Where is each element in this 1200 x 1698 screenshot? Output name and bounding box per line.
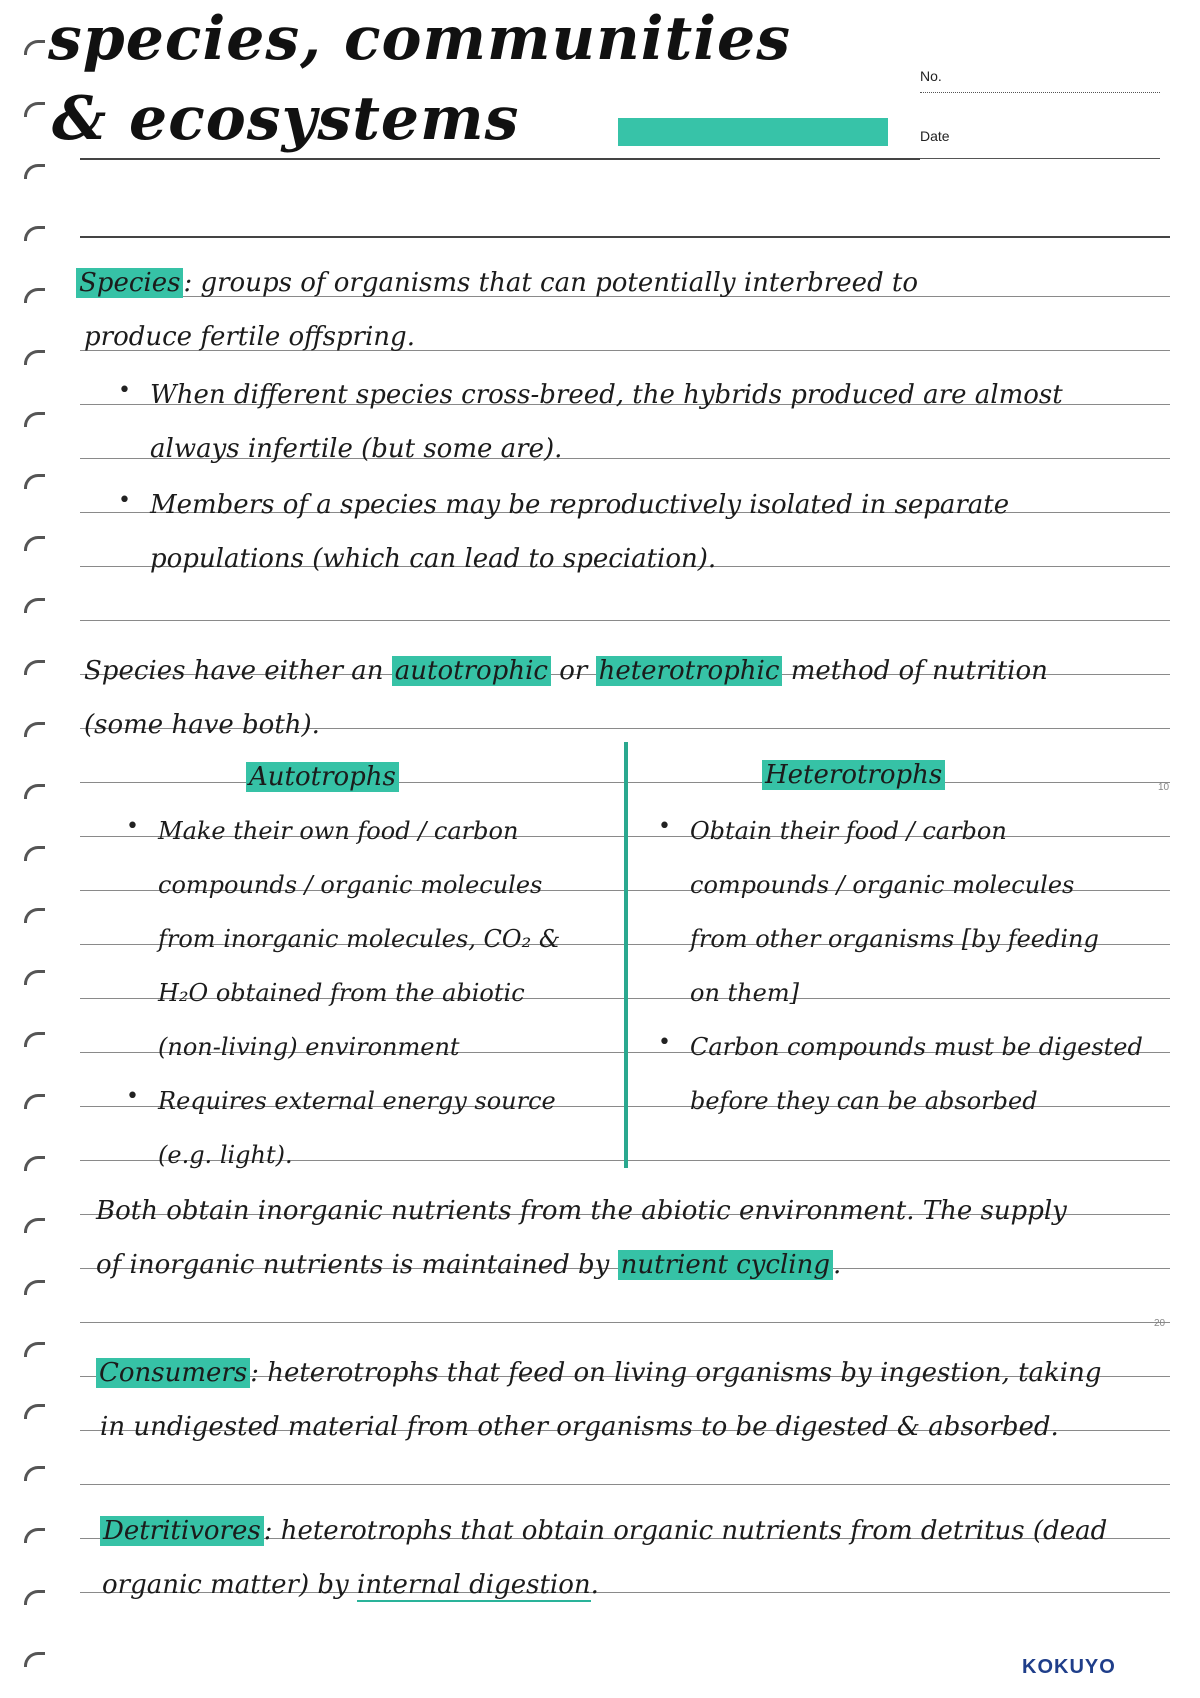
consumers-line-2: in undigested material from other organisms to be digested & absorbed. [100, 1412, 1059, 1442]
margin-number-20: 20 [1154, 1318, 1166, 1329]
binding-hole [24, 288, 45, 303]
title-line-2: & ecosystems [52, 84, 520, 154]
nutrition-line-2: (some have both). [84, 710, 320, 740]
species-def-1: : groups of organisms that can potentially interbreed to [183, 268, 919, 298]
nutrition-text-a: Species have either an [84, 656, 384, 686]
nutrient-cycling-term: nutrient cycling [618, 1250, 833, 1280]
species-paragraph [76, 268, 918, 298]
date-label: Date [920, 128, 950, 144]
species-bullet1-2: always infertile (but some are). [150, 434, 563, 464]
heterotrophs-heading [762, 760, 945, 790]
species-bullet1-1: When different species cross-breed, the hybrids produced are almost [150, 380, 1063, 410]
binding-hole [24, 598, 45, 613]
nutrition-line-1 [84, 656, 1048, 686]
title-line-1: species, communities [48, 4, 791, 74]
header-rule [80, 158, 920, 160]
binding-hole [24, 1466, 45, 1481]
binding-hole [24, 536, 45, 551]
heterotrophs-heading-text: Heterotrophs [762, 760, 945, 790]
species-term: Species [76, 268, 183, 298]
binding-hole [24, 102, 45, 117]
consumers-term: Consumers [96, 1358, 250, 1388]
consumers-line-1 [96, 1358, 1102, 1388]
sections-autotrophs-line: compounds / organic molecules [158, 871, 543, 899]
detritivores-text-a: organic matter) by [102, 1570, 349, 1600]
binding-hole [24, 226, 45, 241]
ruled-line [80, 620, 1170, 621]
column-divider [624, 742, 628, 1168]
sections-heterotrophs-line: Carbon compounds must be digested [690, 1033, 1143, 1061]
binding-hole [24, 40, 45, 55]
sections-heterotrophs-line: Obtain their food / carbon [690, 817, 1007, 845]
nutrition-text-c: method of nutrition [790, 656, 1048, 686]
ruled-line [80, 236, 1170, 238]
date-line [920, 158, 1160, 159]
binding-hole [24, 1342, 45, 1357]
binding-hole [24, 1280, 45, 1295]
no-label: No. [920, 68, 942, 84]
both-line-2 [96, 1250, 841, 1280]
detritivores-line-1 [100, 1516, 1107, 1546]
autotrophs-heading [246, 762, 399, 792]
both-line-1: Both obtain inorganic nutrients from the abiotic environment. The supply [96, 1196, 1067, 1226]
bullet-dot: • [658, 1030, 671, 1055]
sections-autotrophs-line: (non-living) environment [158, 1033, 460, 1061]
nutrition-text-b: or [559, 656, 588, 686]
binding-hole [24, 1404, 45, 1419]
binding-holes [14, 40, 54, 1680]
binding-hole [24, 660, 45, 675]
sections-autotrophs-line: Requires external energy source [158, 1087, 556, 1115]
detritivores-text-b: . [590, 1570, 599, 1600]
binding-hole [24, 970, 45, 985]
bullet-dot: • [658, 814, 671, 839]
bullet-dot: • [126, 1084, 139, 1109]
binding-hole [24, 722, 45, 737]
binding-hole [24, 1590, 45, 1605]
both-text-b: . [833, 1250, 842, 1280]
title-highlight [618, 118, 888, 146]
sections-heterotrophs-line: before they can be absorbed [690, 1087, 1038, 1115]
binding-hole [24, 784, 45, 799]
binding-hole [24, 350, 45, 365]
binding-hole [24, 846, 45, 861]
internal-digestion-term: internal digestion [357, 1570, 591, 1600]
brand-logo: KOKUYO [1022, 1656, 1116, 1678]
species-bullet2-2: populations (which can lead to speciation). [150, 544, 717, 574]
detritivores-line-2 [102, 1570, 599, 1600]
binding-hole [24, 1156, 45, 1171]
bullet-dot: • [126, 814, 139, 839]
sections-heterotrophs-line: compounds / organic molecules [690, 871, 1075, 899]
both-text-a: of inorganic nutrients is maintained by [96, 1250, 610, 1280]
sections-heterotrophs-line: from other organisms [by feeding [690, 925, 1099, 953]
binding-hole [24, 412, 45, 427]
ruled-line [80, 1484, 1170, 1485]
binding-hole [24, 1032, 45, 1047]
ruled-line [80, 1322, 1170, 1323]
binding-hole [24, 908, 45, 923]
detritivores-def-1: : heterotrophs that obtain organic nutrients from detritus (dead [263, 1516, 1108, 1546]
margin-number-10: 10 [1158, 782, 1170, 793]
sections-autotrophs-line: Make their own food / carbon [158, 817, 519, 845]
bullet-dot: • [118, 378, 131, 403]
autotrophs-heading-text: Autotrophs [246, 762, 399, 792]
autotrophic-term: autotrophic [392, 656, 551, 686]
sections-autotrophs-line: H₂O obtained from the abiotic [158, 979, 525, 1007]
detritivores-term: Detritivores [100, 1516, 264, 1546]
binding-hole [24, 164, 45, 179]
binding-hole [24, 474, 45, 489]
binding-hole [24, 1094, 45, 1109]
binding-hole [24, 1528, 45, 1543]
sections-autotrophs-line: from inorganic molecules, CO₂ & [158, 925, 561, 953]
sections-heterotrophs-line: on them] [690, 979, 799, 1007]
consumers-def-1: : heterotrophs that feed on living organisms by ingestion, taking [250, 1358, 1102, 1388]
species-def-2: produce fertile offspring. [84, 322, 415, 352]
bullet-dot: • [118, 488, 131, 513]
binding-hole [24, 1652, 45, 1667]
binding-hole [24, 1218, 45, 1233]
no-line [920, 92, 1160, 93]
sections-autotrophs-line: (e.g. light). [158, 1141, 293, 1169]
species-bullet2-1: Members of a species may be reproductively isolated in separate [150, 490, 1010, 520]
heterotrophic-term: heterotrophic [596, 656, 783, 686]
